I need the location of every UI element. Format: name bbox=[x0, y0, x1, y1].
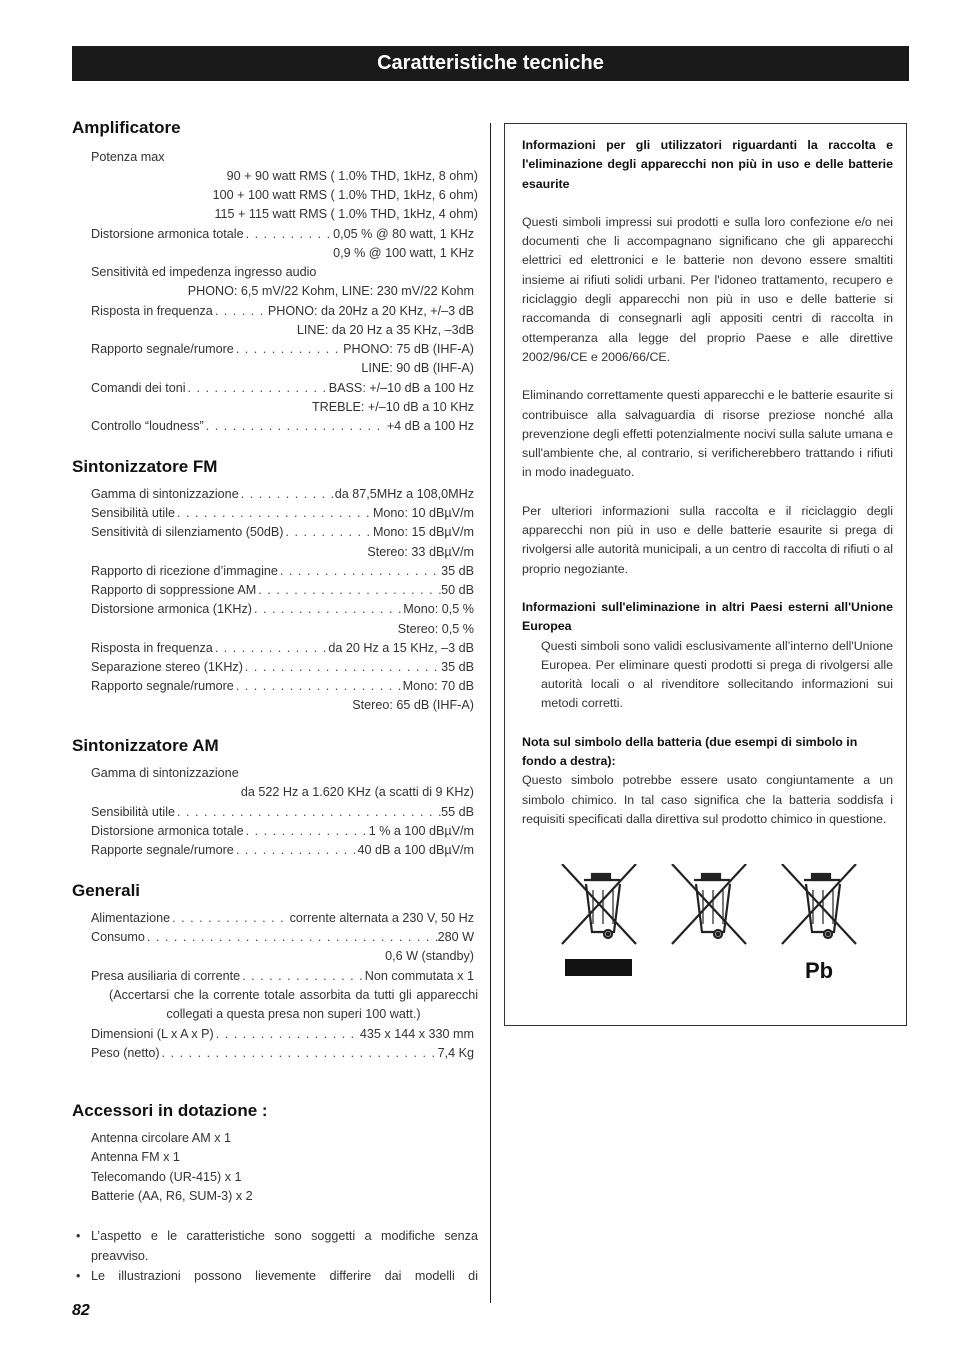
spec-label: Sensibilità utile bbox=[91, 805, 176, 819]
spec-value: 0,6 W (standby) bbox=[385, 949, 474, 963]
weee-symbols bbox=[557, 864, 857, 984]
spec-row bbox=[91, 928, 474, 947]
spec-label: Dimensioni (L x A x P) bbox=[91, 1027, 214, 1041]
spec-value: 0,05 % @ 80 watt, 1 KHz bbox=[333, 227, 474, 241]
note-text: L’aspetto e le caratteristiche sono soggetti a modifiche senza preavviso. bbox=[91, 1229, 478, 1263]
spec-row bbox=[91, 379, 474, 398]
page-number: 82 bbox=[72, 1302, 90, 1319]
spec-value: LINE: da 20 Hz a 35 KHz, –3dB bbox=[296, 323, 474, 337]
column-divider bbox=[490, 123, 491, 1303]
spec-row bbox=[91, 803, 474, 822]
spec-row bbox=[91, 1044, 474, 1063]
weee-paragraph: Questi simboli sono validi esclusivamente all’interno dell'Unione Europea. Per eliminare questi prodotti si prega di rivolgersi alle autorità locali o al rivenditore sollecitando informazioni sui metodi corretti. bbox=[541, 638, 893, 711]
spec-value: PHONO: da 20Hz a 20 KHz, +/–3 dB bbox=[267, 304, 474, 318]
spec-value: 7,4 Kg bbox=[437, 1046, 474, 1060]
spec-value: 280 W bbox=[437, 930, 474, 944]
list-item: Telecomando (UR-415) x 1 bbox=[91, 1170, 242, 1184]
spec-value: 1 % a 100 dBµV/m bbox=[368, 824, 474, 838]
weee-subheading: Nota sul simbolo della batteria (due esempi di simbolo in fondo a destra): bbox=[522, 734, 858, 769]
pb-symbol: Pb bbox=[805, 958, 834, 983]
spec-label: Distorsione armonica totale bbox=[91, 227, 244, 241]
spec-row bbox=[91, 677, 474, 696]
accessories-heading: Accessori in dotazione : bbox=[72, 1101, 268, 1120]
list-item: Batterie (AA, R6, SUM-3) x 2 bbox=[91, 1189, 253, 1203]
general-heading: Generali bbox=[72, 881, 141, 900]
amplifier-heading: Amplificatore bbox=[72, 118, 181, 137]
weee-paragraph: Eliminando correttamente questi apparecchi e le batterie esaurite si contribuisce alla salvaguardia di risorse preziose nonché alla prevenzione degli effetti potenzialmente nocivi sulla salute umana e sull'ambiente che, al contrario, si verificherebbero trattando i rifiuti in modo inadeguato. bbox=[522, 388, 893, 480]
spec-label: Rapporto di ricezione d’immagine bbox=[91, 564, 278, 578]
spec-row bbox=[91, 909, 474, 928]
spec-value: Mono: 15 dBµV/m bbox=[372, 525, 474, 539]
spec-value: da 522 Hz a 1.620 KHz (a scatti di 9 KHz) bbox=[240, 785, 474, 799]
bullet: • bbox=[76, 1269, 81, 1283]
spec-label: Rapporto segnale/rumore bbox=[91, 342, 234, 356]
spec-value: PHONO: 75 dB (IHF-A) bbox=[343, 342, 474, 356]
spec-value: corrente alternata a 230 V, 50 Hz bbox=[289, 911, 474, 925]
list-item: Antenna circolare AM x 1 bbox=[91, 1131, 232, 1145]
bullet: • bbox=[76, 1229, 81, 1243]
weee-title: Informazioni per gli utilizzatori riguardanti la raccolta e l'eliminazione degli apparecchi non più in uso e delle batterie esaurite bbox=[522, 138, 893, 191]
page-title: Caratteristiche tecniche bbox=[377, 52, 604, 74]
weee-paragraph: Per ulteriori informazioni sulla raccolta e il riciclaggio degli apparecchi non più in uso e delle batterie esaurite si prega di rivolgersi alle autorità municipali, a un centro di raccolta di rifiuti o al proprio negoziante. bbox=[522, 503, 893, 576]
spec-row bbox=[91, 485, 474, 504]
spec-label: Presa ausiliaria di corrente bbox=[91, 969, 241, 983]
notes-list bbox=[72, 1226, 478, 1286]
spec-label: Comandi dei toni bbox=[91, 381, 186, 395]
battery-bar-icon bbox=[565, 959, 632, 976]
weee-paragraph: Questi simboli impressi sui prodotti e sulla loro confezione e/o nei documenti che li accompagnano significano che gli apparecchi elettrici ed elettronici e le batterie non devono essere smaltiti insieme ai rifiuti solidi urbani. Per l'idoneo trattamento, recupero e riciclaggio degli apparecchi non più in uso e delle batterie si raccomanda di consegnarli agli appositi centri di raccolta in ottemperanza alla legge del proprio Paese e alle direttive 2002/96/CE e 2006/66/CE. bbox=[522, 214, 893, 364]
spec-value: 40 dB a 100 dBµV/m bbox=[357, 843, 474, 857]
spec-row bbox=[91, 658, 474, 677]
spec-value: Stereo: 0,5 % bbox=[397, 622, 474, 636]
spec-label: Sensitività ed impedenza ingresso audio bbox=[91, 265, 317, 279]
spec-row bbox=[91, 639, 474, 658]
spec-row bbox=[91, 841, 474, 860]
spec-row bbox=[91, 562, 474, 581]
spec-label: Consumo bbox=[91, 930, 145, 944]
spec-row bbox=[91, 523, 474, 542]
spec-label: Rapporto segnale/rumore bbox=[91, 679, 234, 693]
spec-row bbox=[91, 302, 474, 321]
spec-value: Stereo: 33 dBµV/m bbox=[367, 545, 474, 559]
spec-value: 0,9 % @ 100 watt, 1 KHz bbox=[333, 246, 474, 260]
list-item bbox=[72, 1266, 478, 1286]
spec-value: PHONO: 6,5 mV/22 Kohm, LINE: 230 mV/22 Kohm bbox=[187, 284, 474, 298]
spec-value: da 20 Hz a 15 KHz, –3 dB bbox=[328, 641, 474, 655]
power-value: 90 + 90 watt RMS ( 1.0% THD, 1kHz, 8 ohm) bbox=[226, 169, 478, 183]
spec-row bbox=[91, 340, 474, 359]
spec-value: 35 dB bbox=[441, 660, 474, 674]
weee-subheading: Informazioni sull'eliminazione in altri Paesi esterni all'Unione Europea bbox=[522, 599, 893, 634]
spec-label: Rapporte segnale/rumore bbox=[91, 843, 234, 857]
spec-label: Gamma di sintonizzazione bbox=[91, 487, 239, 501]
crossed-bin-icon bbox=[782, 864, 856, 944]
spec-label: Sensibilità utile bbox=[91, 506, 176, 520]
spec-value: Mono: 70 dB bbox=[402, 679, 474, 693]
spec-label: Risposta in frequenza bbox=[91, 641, 213, 655]
power-label: Potenza max bbox=[91, 150, 165, 164]
spec-row bbox=[91, 581, 474, 600]
spec-row bbox=[91, 1025, 474, 1044]
spec-value: 35 dB bbox=[441, 564, 474, 578]
list-item bbox=[72, 1226, 478, 1266]
spec-label: Distorsione armonica totale bbox=[91, 824, 244, 838]
spec-label: Risposta in frequenza bbox=[91, 304, 213, 318]
spec-label: Distorsione armonica (1KHz) bbox=[91, 602, 252, 616]
spec-value: da 87,5MHz a 108,0MHz bbox=[334, 487, 474, 501]
fm-heading: Sintonizzatore FM bbox=[72, 457, 218, 476]
spec-row bbox=[91, 417, 474, 436]
crossed-bin-icon bbox=[672, 864, 746, 944]
spec-value: 435 x 144 x 330 mm bbox=[359, 1027, 474, 1041]
spec-row bbox=[91, 822, 474, 841]
spec-value: BASS: +/–10 dB a 100 Hz bbox=[328, 381, 474, 395]
spec-label: Alimentazione bbox=[91, 911, 171, 925]
spec-label: Rapporto di soppressione AM bbox=[91, 583, 257, 597]
spec-row bbox=[91, 504, 474, 523]
am-heading: Sintonizzatore AM bbox=[72, 736, 219, 755]
spec-value: Non commutata x 1 bbox=[364, 969, 474, 983]
list-item: Antenna FM x 1 bbox=[91, 1150, 180, 1164]
power-value: 115 + 115 watt RMS ( 1.0% THD, 1kHz, 4 ohm) bbox=[214, 207, 478, 221]
spec-value: 50 dB bbox=[441, 583, 474, 597]
spec-value: LINE: 90 dB (IHF-A) bbox=[361, 361, 474, 375]
spec-value: 55 dB bbox=[441, 805, 474, 819]
aux-note: (Accertarsi che la corrente totale assorbita da tutti gli apparecchi collegati a questa presa non superi 100 watt.) bbox=[109, 988, 478, 1022]
spec-label: Controllo “loudness” bbox=[91, 419, 204, 433]
spec-row bbox=[91, 600, 474, 619]
power-value: 100 + 100 watt RMS ( 1.0% THD, 1kHz, 6 ohm) bbox=[212, 188, 478, 202]
weee-paragraph: Questo simbolo potrebbe essere usato congiuntamente a un simbolo chimico. In tal caso significa che la batteria soddisfa i requisiti specificati dalla direttiva sul prodotto chimico in questione. bbox=[522, 773, 893, 826]
spec-value: +4 dB a 100 Hz bbox=[386, 419, 474, 433]
spec-label: Sensitività di silenziamento (50dB) bbox=[91, 525, 284, 539]
page-title-bar bbox=[72, 46, 909, 81]
spec-label: Separazione stereo (1KHz) bbox=[91, 660, 243, 674]
note-text: Le illustrazioni possono lievemente differire dai modelli di bbox=[91, 1269, 478, 1283]
spec-value: Stereo: 65 dB (IHF-A) bbox=[352, 698, 474, 712]
spec-label: Peso (netto) bbox=[91, 1046, 160, 1060]
crossed-bin-icon bbox=[562, 864, 636, 944]
weee-info-box bbox=[504, 123, 907, 1026]
spec-value: Mono: 0,5 % bbox=[403, 602, 474, 616]
spec-label: Gamma di sintonizzazione bbox=[91, 766, 239, 780]
spec-value: TREBLE: +/–10 dB a 10 KHz bbox=[311, 400, 474, 414]
spec-row bbox=[91, 225, 474, 244]
spec-row bbox=[91, 967, 474, 986]
spec-value: Mono: 10 dBµV/m bbox=[372, 506, 474, 520]
